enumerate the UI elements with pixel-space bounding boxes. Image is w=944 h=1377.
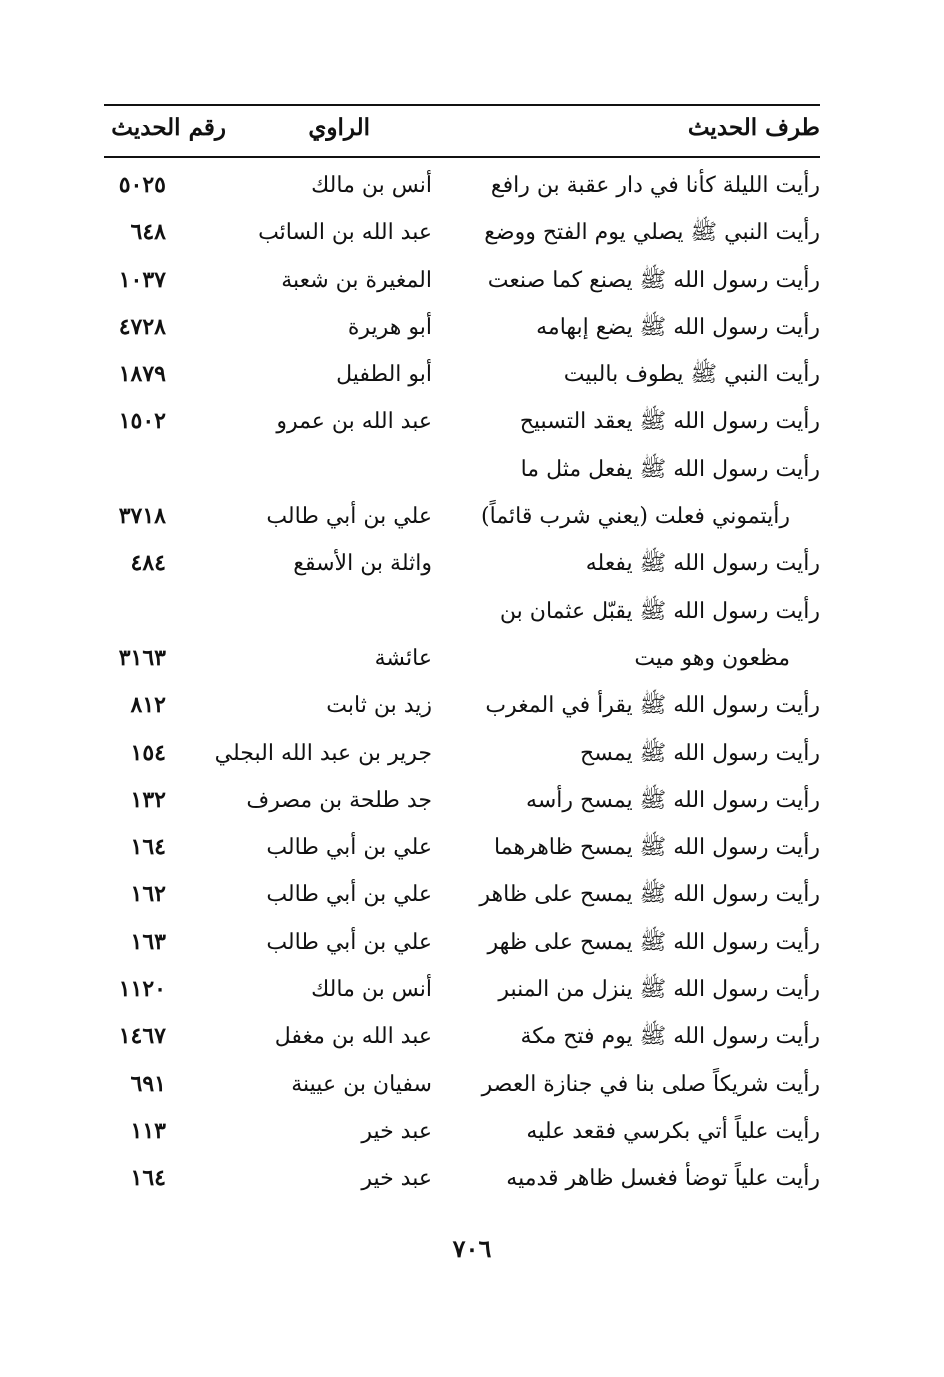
hadith-number: ١٦٤ [130,1165,166,1192]
hadith-index-list [104,162,820,1203]
hadith-number: ٣١٦٣ [118,644,166,671]
hadith-number: ١٦٢ [130,881,166,908]
narrator: علي بن أبي طالب [266,882,432,908]
narrator: أنس بن مالك [311,173,432,198]
table-row [104,777,820,824]
hadith-number: ١٦٤ [130,834,166,861]
hadith-text: رأيت رسول الله ﷺ يفعل مثل ما [520,456,820,482]
hadith-text: رأيت الليلة كأنا في دار عقبة بن رافع [490,173,820,198]
hadith-text: رأيت رسول الله ﷺ يضع إبهامه [536,314,820,340]
narrator: سفيان بن عيينة [291,1071,432,1097]
table-row [104,824,820,871]
table-row [104,257,820,304]
hadith-number: ٤٨٤ [130,550,166,577]
hadith-number: ٣٧١٨ [118,503,166,530]
table-row [104,588,820,635]
narrator: أبو الطفيل [336,362,432,388]
hadith-text: رأيتموني فعلت (يعني شرب قائماً) [481,504,790,530]
hadith-number: ٨١٢ [130,692,166,719]
hadith-number: ١٦٣ [130,928,166,955]
header-hadith-number: رقم الحديث [111,114,226,141]
hadith-text: رأيت رسول الله ﷺ يقبّل عثمان بن [499,598,820,624]
narrator: واثلة بن الأسقع [293,551,432,577]
hadith-number: ٥٠٢٥ [118,172,166,198]
table-row [104,1108,820,1155]
table-row [104,493,820,540]
narrator: عبد الله بن مغفل [274,1024,432,1050]
table-row [104,304,820,351]
table-row [104,1013,820,1060]
hadith-number: ١١٢٠ [118,976,166,1003]
hadith-text: رأيت رسول الله ﷺ يمسح رأسه [526,787,820,813]
table-row [104,682,820,729]
table-row [104,209,820,256]
narrator: أنس بن مالك [311,977,432,1003]
narrator: عائشة [374,645,432,671]
hadith-text: رأيت النبي ﷺ يطوف بالبيت [563,362,820,388]
table-row [104,966,820,1013]
narrator: عبد خير [361,1118,432,1144]
table-row [104,398,820,445]
header-hadith-text: طرف الحديث [687,114,820,141]
header-narrator: الراوي [308,114,370,141]
narrator: المغيرة بن شعبة [281,267,432,293]
hadith-text: رأيت رسول الله ﷺ يوم فتح مكة [520,1024,820,1050]
hadith-number: ١١٣ [130,1117,166,1144]
hadith-number: ١٣٢ [130,786,166,813]
hadith-text: رأيت رسول الله ﷺ يمسح [580,740,820,766]
narrator: علي بن أبي طالب [266,929,432,955]
hadith-number: ٤٧٢٨ [118,313,166,340]
table-row [104,919,820,966]
table-row [104,730,820,777]
table-row [104,162,820,209]
table-header [104,104,820,158]
hadith-number: ١٥٠٢ [118,408,166,435]
narrator: جرير بن عبد الله البجلي [214,740,432,766]
hadith-number: ١٠٣٧ [118,266,166,293]
hadith-text: رأيت رسول الله ﷺ يمسح على ظاهر [479,882,820,908]
hadith-number: ١٨٧٩ [118,361,166,388]
hadith-text: رأيت رسول الله ﷺ يمسح على ظهر [487,929,820,955]
narrator: عبد الله بن السائب [258,220,432,246]
narrator: أبو هريرة [347,314,432,340]
hadith-text: رأيت علياً توضأ فغسل ظاهر قدميه [506,1166,820,1192]
table-row [104,1155,820,1202]
narrator: عبد الله بن عمرو [276,409,432,435]
hadith-number: ١٤٦٧ [118,1023,166,1050]
hadith-text: رأيت رسول الله ﷺ يقرأ في المغرب [485,693,820,719]
hadith-text: مظعون وهو ميت [634,645,790,671]
hadith-number: ١٥٤ [130,739,166,766]
hadith-text: رأيت علياً أتي بكرسي فقعد عليه [526,1118,820,1144]
page-number: ٧٠٦ [452,1234,492,1263]
table-row [104,351,820,398]
table-row [104,635,820,682]
hadith-text: رأيت النبي ﷺ يصلي يوم الفتح ووضع [484,220,820,246]
narrator: علي بن أبي طالب [266,504,432,530]
table-row [104,1061,820,1108]
narrator: جد طلحة بن مصرف [246,787,432,813]
hadith-text: رأيت شريكاً صلى بنا في جنازة العصر [481,1071,820,1097]
hadith-text: رأيت رسول الله ﷺ يعقد التسبيح [519,409,820,435]
hadith-number: ٦٤٨ [130,219,166,246]
hadith-text: رأيت رسول الله ﷺ يفعله [585,551,820,577]
narrator: زيد بن ثابت [326,693,432,719]
table-row [104,871,820,918]
narrator: علي بن أبي طالب [266,835,432,861]
hadith-text: رأيت رسول الله ﷺ يصنع كما صنعت [487,267,820,293]
table-row [104,446,820,493]
hadith-text: رأيت رسول الله ﷺ ينزل من المنبر [498,977,820,1003]
table-row [104,540,820,587]
narrator: عبد خير [361,1166,432,1192]
hadith-number: ٦٩١ [130,1070,166,1097]
hadith-text: رأيت رسول الله ﷺ يمسح ظاهرهما [494,835,820,861]
